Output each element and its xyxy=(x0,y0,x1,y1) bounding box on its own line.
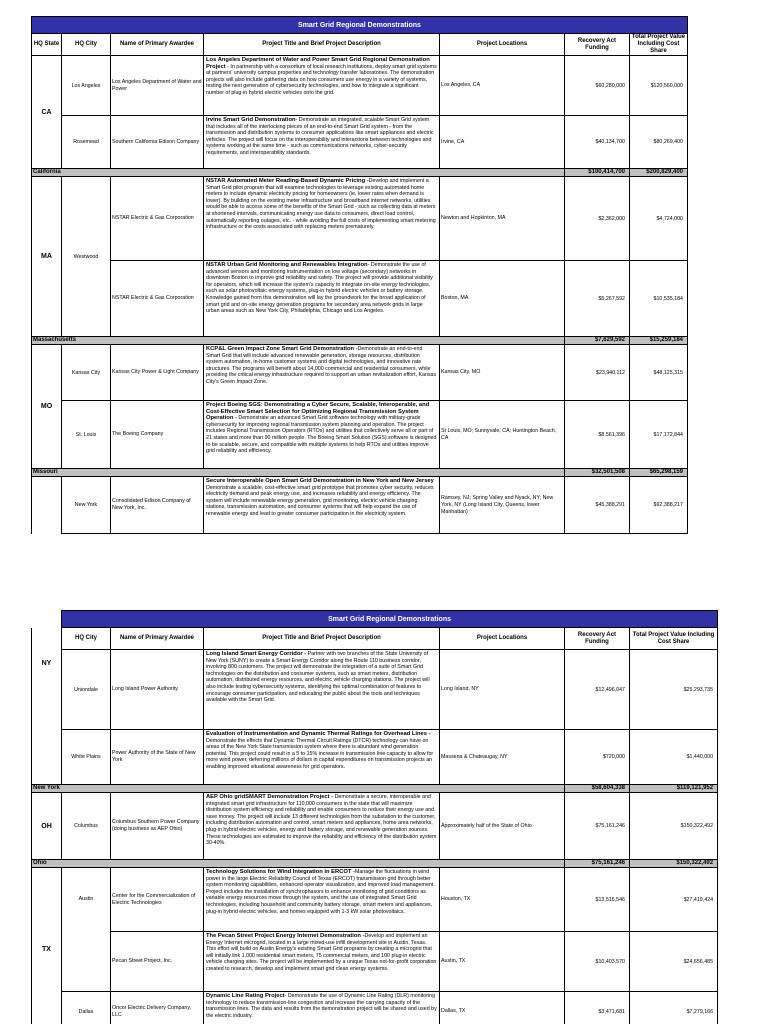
state-total-value: $65,298,159 xyxy=(630,469,688,477)
state-total-row xyxy=(32,337,688,345)
project-body: Demonstrate an advanced Smart Grid software technology with military-grade cybersecurity for improving regional transmission system planning and operation. The project includes Regional Transmission Operators (RTOs) and utilities that collectively serve all or part of 21 states and more than 90 million people. The Boeing Smart Solution (SGS) software is designed to be scalable, secure, and compatible with multiple systems to help RTOs and utilities improve grid reliability and efficiency. xyxy=(206,415,437,455)
project-title: Technology Solutions for Wind Integration in ERCOT - xyxy=(206,869,355,875)
awardee-cell: Pecan Street Project, Inc. xyxy=(111,932,204,992)
description-cell xyxy=(204,868,440,932)
total-value-cell: $4,724,000 xyxy=(630,177,688,261)
table-row xyxy=(32,650,718,730)
location-cell: Massena & Chateaugay, NY xyxy=(440,730,565,785)
description-cell xyxy=(204,56,440,116)
project-body: - Demonstrate an integrated, scalable Smart Grid system that includes all of the interlocking pieces of an end-to-end Smart Grid system - from the transmission and distribution systems to consumer applications like smart appliances and electric vehicles. The project will focus on the interoperability and interactions between technologies and systems working at the same time - such as communications networks, cyber-security requirements, and interoperability standards. xyxy=(206,117,434,156)
funding-cell: $2,362,000 xyxy=(565,177,630,261)
funding-cell: $23,940,112 xyxy=(565,345,630,401)
awardee-cell: Long Island Power Authority xyxy=(111,650,204,730)
state-total-funding: $7,629,592 xyxy=(565,337,630,345)
state-total-row xyxy=(32,785,718,793)
project-body: Demonstrate the effects that Dynamic Thermal Circuit Ratings (DTCR) technology can have on areas of the New York State transmission system where there is abundant wind generation potential. This project could result in a 5 to 15% increase in transmission line capacity to allow for more wind power, deferring millions of dollars in capital expenditures on transmission projects an enabling improved situational awareness for grid operators. xyxy=(206,737,434,770)
state-total-value: $15,259,184 xyxy=(630,337,688,345)
project-title: Secure Interoperable Open Smart Grid Demonstration in New York and New Jersey xyxy=(206,478,434,484)
total-value-cell: $27,419,424 xyxy=(630,868,718,932)
header-spacer xyxy=(32,628,62,650)
location-cell: St Louis, MO; Sunnyvale, CA; Huntington Beach, CA xyxy=(440,401,565,469)
awardee-cell: Southern California Edison Company xyxy=(111,116,204,169)
city-cell: Uniondale xyxy=(62,650,111,730)
table-row xyxy=(32,116,688,169)
city-cell: Dallas xyxy=(62,992,111,1024)
total-value-cell: $25,293,735 xyxy=(630,650,718,730)
col-header-funding: Recovery Act Funding xyxy=(565,628,630,650)
awardee-cell: Power Authority of the State of New York xyxy=(111,730,204,785)
project-title: NSTAR Automated Meter Reading-Based Dynamic Pricing - xyxy=(206,178,369,184)
project-title: Irvine Smart Grid Demonstration xyxy=(206,117,296,123)
table-title: Smart Grid Regional Demonstrations xyxy=(62,611,718,628)
project-title: Project Boeing SGS: Demonstrating a Cyber Secure, Scalable, Interoperable, and Cost-Effective Smart Selection for Optimizing Regional Transmission System Operation - xyxy=(206,402,430,422)
description-cell xyxy=(204,401,440,469)
regional-demonstrations-table-page-2 xyxy=(31,610,718,1024)
description-cell xyxy=(204,793,440,860)
project-body: - Demonstrate the use of advanced sensors and monitoring instrumentation on low voltage (secondary) networks in downtown Boston to improve grid reliability and safety. The project will provide additional visibility for operators, which will increase the system's capacity to integrate on-site energy technologies, such as solar photovoltaic energy systems, plug-in hybrid electric vehicles or battery storage. Knowledge gained from this demonstration will lay the groundwork for the broad application of smart grid and on-site energy generation programs for secondary area network grids in large urban areas such as New York City, Philadelphia, Chicago and Los Angeles. xyxy=(206,262,433,315)
state-cell xyxy=(32,477,62,534)
location-cell: Los Angeles, CA xyxy=(440,56,565,116)
state-total-row xyxy=(32,169,688,177)
state-total-row xyxy=(32,469,688,477)
table-row xyxy=(32,730,718,785)
table-row xyxy=(32,793,718,860)
location-cell: Dallas, TX xyxy=(440,992,565,1024)
total-value-cell: $10,535,184 xyxy=(630,261,688,337)
total-value-cell: $92,388,217 xyxy=(630,477,688,534)
project-body: Develop and implement an Energy Internet microgrid, located in a large mixed-use infill development site in Austin, Texas. This effort will build on Austin Energy's existing Smart Grid programs by creating a microgrid that will initially link 1,000 residential smart meters, 75 commercial meters, and 100 plug-in electric vehicle charging sites. The project will be implemented by a unique Texas not-for-profit corporation created to research, develop and implement smart grid clean energy systems. xyxy=(206,933,437,972)
state-total-label: Massachusetts xyxy=(32,337,565,345)
total-value-cell: $48,125,315 xyxy=(630,345,688,401)
project-title: Long Island Smart Energy Corridor - xyxy=(206,651,307,657)
project-title: NSTAR Urban Grid Monitoring and Renewables Integration xyxy=(206,262,368,268)
col-header-locations: Project Locations xyxy=(440,34,565,56)
project-title: The Pecan Street Project Energy Internet Demonstration - xyxy=(206,933,365,939)
state-total-funding: $58,604,338 xyxy=(565,785,630,793)
table-title: Smart Grid Regional Demonstrations xyxy=(32,17,688,34)
col-header-state: HQ State xyxy=(32,34,62,56)
state-total-label: New York xyxy=(32,785,565,793)
awardee-cell: Center for the Commercialization of Electric Technologies xyxy=(111,868,204,932)
col-header-description: Project Title and Brief Project Description xyxy=(204,628,440,650)
state-cell: TX xyxy=(32,868,62,1024)
project-body: Demonstrate an end-to-end Smart Grid that will include advanced renewable generation, storage resources, distribution system automation, in-home customer systems and digital technologies, and innovative rate structures. The programs will benefit about 14,000 commercial and residential consumers, while providing the critical energy infrastructure required to support an urban revitalization effort, Kansas City's Green Impact Zone. xyxy=(206,346,437,385)
location-cell: Austin, TX xyxy=(440,932,565,992)
location-cell: Long Island, NY xyxy=(440,650,565,730)
banner-spacer xyxy=(32,611,62,628)
description-cell xyxy=(204,116,440,169)
funding-cell: $10,403,570 xyxy=(565,932,630,992)
state-total-row xyxy=(32,860,718,868)
project-title: Dynamic Line Rating Project xyxy=(206,993,285,999)
location-cell: Irvine, CA xyxy=(440,116,565,169)
state-cell: OH xyxy=(32,793,62,860)
project-body: - In partnership with a consortium of local research institutions, deploy smart grid systems at partners' university campus properties and technology transfer laboratories. The demonstration projects will also include gathering data on how consumers use energy in a variety of systems, testing the next generation of cybersecurity technologies, and how to integrate a significant number of plug-in hybrid electric vehicles onto the grid. xyxy=(206,63,437,96)
funding-cell: $45,388,291 xyxy=(565,477,630,534)
table-row xyxy=(32,261,688,337)
funding-cell: $12,496,047 xyxy=(565,650,630,730)
col-header-total-value: Total Project Value Including Cost Share xyxy=(630,34,688,56)
awardee-cell: Consolidated Edison Company of New York, Inc. xyxy=(111,477,204,534)
project-body: Develop and implement a Smart Grid pilot program that will examine technologies to leverage existing automated home meters to include dynamic electricity pricing for homeowners (ie, lower rates when demand is lower). By building on the existing meter infrastructure and broadband internet networks, utilities would be able to access some of the benefits of the Smart Grid - such as collecting data at meters at shortened intervals, communicating energy use data to consumers, direct load control, automatically reporting outages, etc. - while avoiding the full costs of implementing smart metering infrastructure or the costs associated with replacing meters prematurely. xyxy=(206,178,436,231)
funding-cell: $60,280,000 xyxy=(565,56,630,116)
funding-cell: $75,161,246 xyxy=(565,793,630,860)
project-title: AEP Ohio gridSMART Demonstration Project - xyxy=(206,794,334,800)
project-body: Demonstrate a scalable, cost-effective smart grid prototype that promotes cyber security, reduces electricity demand and peak energy use, and increases reliability and energy efficiency. The system will include renewable energy generation, grid monitoring, electric vehicle charging stations, transmission automation, and consumer systems that will help expand the use of renewable energy and lead to greater consumer participation in the electricity system. xyxy=(206,484,434,517)
col-header-locations: Project Locations xyxy=(440,628,565,650)
state-total-funding: $75,161,246 xyxy=(565,860,630,868)
description-cell xyxy=(204,992,440,1024)
description-cell xyxy=(204,345,440,401)
table-row xyxy=(32,345,688,401)
city-cell: Columbus xyxy=(62,793,111,860)
location-cell: Houston, TX xyxy=(440,868,565,932)
table-row xyxy=(32,177,688,261)
project-body: - Demonstrate the use of Dynamic Line Rating (DLR) monitoring technology to reduce transmission-line congestion and increase the carrying capacity of the transmission lines. The data and results from the demonstration project will be shared and used by the electric industry. xyxy=(206,993,437,1019)
state-total-label: Missouri xyxy=(32,469,565,477)
col-header-total-value: Total Project Value Including Cost Share xyxy=(630,628,718,650)
location-cell: Approximately half of the State of Ohio xyxy=(440,793,565,860)
awardee-cell: Oncor Electric Delivery Company, LLC xyxy=(111,992,204,1024)
col-header-description: Project Title and Brief Project Description xyxy=(204,34,440,56)
project-title: Los Angeles Department of Water and Power Smart Grid Regional Demonstration Project xyxy=(206,57,430,70)
description-cell xyxy=(204,477,440,534)
state-total-label: California xyxy=(32,169,565,177)
funding-cell: $8,561,396 xyxy=(565,401,630,469)
description-cell xyxy=(204,932,440,992)
table-row xyxy=(32,477,688,534)
table-row xyxy=(32,992,718,1024)
funding-cell: $13,516,546 xyxy=(565,868,630,932)
city-cell: Rosemead xyxy=(62,116,111,169)
total-value-cell: $17,172,844 xyxy=(630,401,688,469)
funding-cell: $5,267,592 xyxy=(565,261,630,337)
regional-demonstrations-table-page-1 xyxy=(31,16,688,534)
description-cell xyxy=(204,650,440,730)
city-cell: Kansas City xyxy=(62,345,111,401)
description-cell xyxy=(204,261,440,337)
location-cell: Ramsey, NJ; Spring Valley and Nyack, NY; New York, NY (Long Island City, Queens, lower Manhattan) xyxy=(440,477,565,534)
description-cell xyxy=(204,730,440,785)
project-title: Evaluation of Instrumentation and Dynamic Thermal Ratings for Overhead Lines - xyxy=(206,731,431,737)
col-header-awardee: Name of Primary Awardee xyxy=(111,34,204,56)
city-cell: Westwood xyxy=(62,177,111,337)
state-total-funding: $32,501,508 xyxy=(565,469,630,477)
total-value-cell: $24,656,485 xyxy=(630,932,718,992)
total-value-cell: $7,279,166 xyxy=(630,992,718,1024)
state-total-funding: $100,414,700 xyxy=(565,169,630,177)
city-cell: St. Louis xyxy=(62,401,111,469)
location-cell: Newton and Hopkinton, MA xyxy=(440,177,565,261)
total-value-cell: $120,560,000 xyxy=(630,56,688,116)
table-row xyxy=(32,56,688,116)
total-value-cell: $150,322,492 xyxy=(630,793,718,860)
project-body: Manage the fluctuations in wind power in the large Electric Reliability Council of Texas (ERCOT) transmission grid through better system monitoring capabilities, enhanced operator visualization, and improved load management. Project includes the installation of synchrophasors to enhance monitoring of grid conditions as variable energy resources move through the system, and the use of integrated Smart Grid technologies, including household and community battery storage, smart meters and appliances, plug-in hybrid electric vehicles, and homes equipped with 1-3 kW solar photovoltaics. xyxy=(206,869,435,915)
city-cell: White Plains xyxy=(62,730,111,785)
col-header-awardee: Name of Primary Awardee xyxy=(111,628,204,650)
total-value-cell: $1,440,000 xyxy=(630,730,718,785)
awardee-cell: Kansas City Power & Light Company xyxy=(111,345,204,401)
project-body: Partner with two branches of the State University of New York (SUNY) to create a Smart Energy Corridor along the Route 110 business corridor, involving 800 customers. The project will demonstrate the integration of a suite of Smart Grid technologies on the distribution and consumer systems, such as smart meters, distribution automation, distributed energy resources, and electric vehicle charging stations. The project will also include testing cybersecurity systems, identifying the optimal combination of features to encourage consumer participation, and educating the public about the tools and techniques available with the Smart Grid. xyxy=(206,651,430,704)
state-total-value: $119,121,952 xyxy=(630,785,718,793)
col-header-funding: Recovery Act Funding xyxy=(565,34,630,56)
city-cell: New York xyxy=(62,477,111,534)
awardee-cell: NSTAR Electric & Gas Corporation xyxy=(111,177,204,261)
awardee-cell: The Boeing Company xyxy=(111,401,204,469)
state-total-value: $200,829,400 xyxy=(630,169,688,177)
state-cell: MA xyxy=(32,177,62,337)
state-total-label: Ohio xyxy=(32,860,565,868)
awardee-cell: Columbus Southern Power Company (doing business as AEP Ohio) xyxy=(111,793,204,860)
total-value-cell: $80,269,400 xyxy=(630,116,688,169)
col-header-city: HQ City xyxy=(62,34,111,56)
city-cell: Austin xyxy=(62,868,111,992)
location-cell: Boston, MA xyxy=(440,261,565,337)
project-body: Demonstrate a secure, interoperable and integrated smart grid infrastructure for 110,000 consumers in the state that will maximize distribution system efficiency and reliability and enable consumers to reduce their energy use and save money. The project will include 13 different technologies from the substation to the customer, including distribution automation and control, smart meters and appliances, home area networks, plug-in hybrid electric vehicles, energy and battery storage, and renewable generation sources. These technologies are estimated to improve the reliability and efficiency of the distribution system 30-40%. xyxy=(206,794,437,847)
awardee-cell: NSTAR Electric & Gas Corporation xyxy=(111,261,204,337)
description-cell xyxy=(204,177,440,261)
state-cell: NY xyxy=(32,650,62,785)
state-total-value: $150,322,492 xyxy=(630,860,718,868)
awardee-cell: Los Angeles Department of Water and Power xyxy=(111,56,204,116)
city-cell: Los Angeles xyxy=(62,56,111,116)
table-row xyxy=(32,932,718,992)
table-row xyxy=(32,401,688,469)
funding-cell: $720,000 xyxy=(565,730,630,785)
funding-cell: $40,134,700 xyxy=(565,116,630,169)
state-cell: CA xyxy=(32,56,62,169)
state-cell: MO xyxy=(32,345,62,469)
project-title: KCP&L Green Impact Zone Smart Grid Demonstration - xyxy=(206,346,358,352)
col-header-city: HQ City xyxy=(62,628,111,650)
location-cell: Kansas City, MO xyxy=(440,345,565,401)
funding-cell: $3,471,681 xyxy=(565,992,630,1024)
table-row xyxy=(32,868,718,932)
